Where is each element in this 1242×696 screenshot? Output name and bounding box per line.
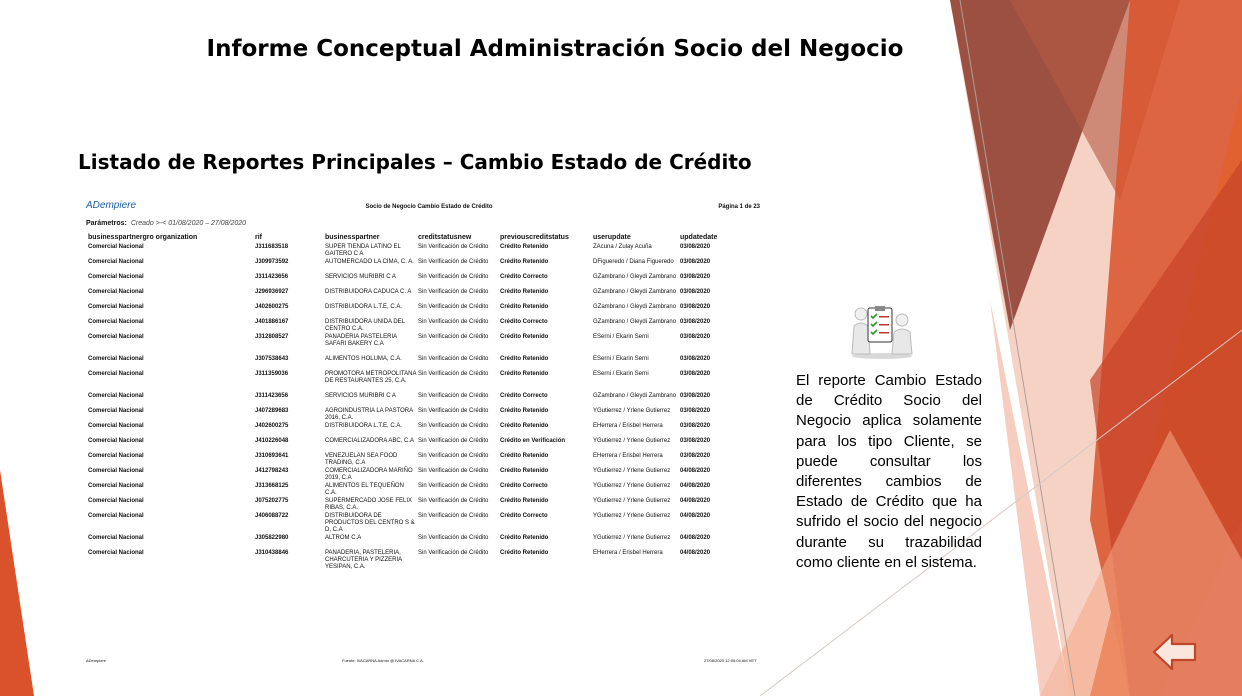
cell-date: 03/08/2020 — [680, 334, 711, 340]
cell-user: YGutierrez / Yrlene Gutierrez — [593, 438, 671, 444]
cell-user: GZambrano / Gleydi Zambrano — [593, 319, 677, 325]
cell-new: Sin Verificación de Crédito — [418, 535, 489, 541]
cell-new: Sin Verificación de Crédito — [418, 334, 489, 340]
table-row — [88, 393, 768, 408]
cell-org: Comercial Nacional — [88, 371, 144, 377]
cell-user: ESerni / Ekarin Serni — [593, 334, 649, 340]
cell-rif: J412798243 — [255, 468, 289, 474]
cell-new: Sin Verificación de Crédito — [418, 483, 489, 489]
cell-user: ZAcuna / Zulay Acuña — [593, 244, 652, 250]
cell-date: 04/08/2020 — [680, 483, 711, 489]
cell-date: 03/08/2020 — [680, 408, 711, 414]
cell-rif: J311359036 — [255, 371, 289, 377]
cell-date: 03/08/2020 — [680, 438, 711, 444]
cell-prev: Crédito Correcto — [500, 393, 548, 399]
cell-bp: DISTRIBUIDORA L.T.E, C.A. — [325, 304, 403, 310]
cell-user: GZambrano / Gleydi Zambrano — [593, 393, 677, 399]
col-header-user: userupdate — [593, 234, 631, 241]
table-row — [88, 259, 768, 274]
cell-new: Sin Verificación de Crédito — [418, 259, 489, 265]
report-screenshot — [84, 196, 774, 670]
cell-new: Sin Verificación de Crédito — [418, 423, 489, 429]
cell-org: Comercial Nacional — [88, 334, 144, 340]
cell-bp: DISTRIBUIDORA UNIDA DEL CENTRO C.A. — [325, 319, 405, 332]
cell-user: ESerni / Ekarin Serni — [593, 356, 649, 362]
cell-prev: Crédito Retenido — [500, 498, 549, 504]
cell-new: Sin Verificación de Crédito — [418, 289, 489, 295]
cell-org: Comercial Nacional — [88, 244, 144, 250]
cell-date: 04/08/2020 — [680, 513, 711, 519]
cell-prev: Crédito Retenido — [500, 356, 549, 362]
cell-user: YGutierrez / Yrlene Gutierrez — [593, 535, 671, 541]
col-header-prev: previouscreditstatus — [500, 234, 569, 241]
cell-date: 03/08/2020 — [680, 393, 711, 399]
col-header-org: businesspartnergro organization — [88, 234, 198, 241]
cell-user: GZambrano / Gleydi Zambrano — [593, 274, 677, 280]
cell-date: 03/08/2020 — [680, 244, 711, 250]
cell-rif: J310438846 — [255, 550, 289, 556]
cell-bp: SERVICIOS MURIBRI C A — [325, 274, 396, 280]
cell-prev: Crédito Retenido — [500, 304, 549, 310]
cell-prev: Crédito Retenido — [500, 550, 549, 556]
table-row — [88, 453, 768, 468]
table-row — [88, 483, 768, 498]
cell-user: EHerrera / Erisbel Herrera — [593, 423, 663, 429]
cell-user: YGutierrez / Yrlene Gutierrez — [593, 498, 671, 504]
table-row — [88, 371, 768, 393]
cell-org: Comercial Nacional — [88, 423, 144, 429]
cell-new: Sin Verificación de Crédito — [418, 371, 489, 377]
cell-bp: DISTRIBUIDORA L.T.E, C.A. — [325, 423, 403, 429]
cell-rif: J311423656 — [255, 274, 289, 280]
cell-prev: Crédito Correcto — [500, 483, 548, 489]
cell-bp: ALTROM C.A — [325, 535, 362, 541]
table-row — [88, 244, 768, 259]
cell-rif: J305822980 — [255, 535, 289, 541]
cell-date: 04/08/2020 — [680, 550, 711, 556]
cell-new: Sin Verificación de Crédito — [418, 356, 489, 362]
col-header-new: creditstatusnew — [418, 234, 472, 241]
cell-prev: Crédito Retenido — [500, 244, 549, 250]
cell-rif: J401886167 — [255, 319, 289, 325]
cell-org: Comercial Nacional — [88, 289, 144, 295]
table-row — [88, 438, 768, 453]
cell-user: DFigueredo / Diana Figueredo — [593, 259, 674, 265]
cell-user: GZambrano / Gleydi Zambrano — [593, 304, 677, 310]
cell-new: Sin Verificación de Crédito — [418, 468, 489, 474]
cell-new: Sin Verificación de Crédito — [418, 319, 489, 325]
table-row — [88, 334, 768, 356]
cell-org: Comercial Nacional — [88, 550, 144, 556]
cell-prev: Crédito Correcto — [500, 274, 548, 280]
cell-org: Comercial Nacional — [88, 498, 144, 504]
cell-new: Sin Verificación de Crédito — [418, 438, 489, 444]
cell-prev: Crédito Retenido — [500, 535, 549, 541]
cell-org: Comercial Nacional — [88, 408, 144, 414]
report-heading: Socio de Negocio Cambio Estado de Crédito — [365, 204, 493, 210]
params-label: Parámetros: — [86, 220, 127, 227]
cell-bp: ALIMENTOS HOLUMA, C.A. — [325, 356, 402, 362]
col-header-bp: businesspartner — [325, 234, 380, 241]
cell-date: 04/08/2020 — [680, 498, 711, 504]
cell-user: YGutierrez / Yrlene Gutierrez — [593, 408, 671, 414]
cell-new: Sin Verificación de Crédito — [418, 244, 489, 250]
table-row — [88, 319, 768, 334]
cell-new: Sin Verificación de Crédito — [418, 550, 489, 556]
cell-date: 04/08/2020 — [680, 468, 711, 474]
cell-date: 03/08/2020 — [680, 259, 711, 265]
cell-date: 03/08/2020 — [680, 304, 711, 310]
cell-rif: J402600275 — [255, 423, 289, 429]
report-page-label: Página 1 de 23 — [718, 204, 760, 210]
back-arrow-icon — [1150, 632, 1200, 672]
cell-org: Comercial Nacional — [88, 483, 144, 489]
cell-new: Sin Verificación de Crédito — [418, 408, 489, 414]
cell-prev: Crédito Retenido — [500, 468, 549, 474]
cell-prev: Crédito en Verificación — [500, 438, 566, 444]
cell-prev: Crédito Retenido — [500, 289, 549, 295]
cell-new: Sin Verificación de Crédito — [418, 513, 489, 519]
cell-org: Comercial Nacional — [88, 438, 144, 444]
table-row — [88, 498, 768, 513]
cell-date: 03/08/2020 — [680, 453, 711, 459]
slide-subtitle: Listado de Reportes Principales – Cambio Estado de Crédito — [78, 150, 752, 174]
cell-user: YGutierrez / Yrlene Gutierrez — [593, 483, 671, 489]
cell-user: GZambrano / Gleydi Zambrano — [593, 289, 677, 295]
cell-bp: SERVICIOS MURIBRI C A — [325, 393, 396, 399]
cell-bp: VENEZUELAN SEA FOOD TRADING, C.A — [325, 453, 398, 466]
table-row — [88, 274, 768, 289]
cell-rif: J309973592 — [255, 259, 289, 265]
back-arrow-button[interactable] — [1150, 632, 1200, 672]
cell-new: Sin Verificación de Crédito — [418, 393, 489, 399]
cell-bp: SUPER TIENDA LATINO EL GAITERO C A — [325, 244, 401, 257]
table-row — [88, 513, 768, 535]
cell-rif: J407289683 — [255, 408, 289, 414]
checklist-people-graphic — [846, 300, 918, 360]
params-value: Creado >-< 01/08/2020 – 27/08/2020 — [130, 220, 247, 227]
table-row — [88, 408, 768, 423]
cell-bp: PANADERIA PASTELERIA SAFARI BAKERY C.A — [325, 334, 397, 347]
cell-org: Comercial Nacional — [88, 453, 144, 459]
cell-rif: J311423656 — [255, 393, 289, 399]
cell-new: Sin Verificación de Crédito — [418, 498, 489, 504]
cell-bp: COMERCIALIZADORA ABC, C.A — [325, 438, 415, 444]
cell-date: 03/08/2020 — [680, 356, 711, 362]
cell-bp: ALIMENTOS EL TEQUEÑON C.A. — [325, 483, 404, 496]
cell-date: 03/08/2020 — [680, 289, 711, 295]
table-row — [88, 356, 768, 371]
cell-date: 04/08/2020 — [680, 535, 711, 541]
cell-new: Sin Verificación de Crédito — [418, 453, 489, 459]
cell-rif: J402600275 — [255, 304, 289, 310]
deco-shape-9 — [0, 470, 34, 696]
table-row — [88, 423, 768, 438]
cell-rif: J312808527 — [255, 334, 289, 340]
footer-right: 27/08/2020 12:05:04 AM VET — [704, 658, 757, 663]
cell-bp: AUTOMERCADO LA CIMA, C. A. — [325, 259, 414, 265]
cell-rif: J313668125 — [255, 483, 289, 489]
footer-center: Fuente: IVACARNA Admin @ IVACARNA C.A. — [342, 658, 424, 663]
cell-prev: Crédito Retenido — [500, 423, 549, 429]
cell-org: Comercial Nacional — [88, 356, 144, 362]
cell-prev: Crédito Correcto — [500, 319, 548, 325]
cell-org: Comercial Nacional — [88, 513, 144, 519]
cell-date: 03/08/2020 — [680, 274, 711, 280]
report-column-headers — [88, 234, 768, 244]
cell-bp: PROMOTORA METROPOLITANA DE RESTAURANTES 25, C.A. — [325, 371, 417, 384]
cell-org: Comercial Nacional — [88, 304, 144, 310]
col-header-rif: rif — [255, 234, 262, 241]
cell-bp: DISTRIBUIDORA DE PRODUCTOS DEL CENTRO S & D, C.A — [325, 513, 415, 533]
cell-bp: COMERCIALIZADORA MARIÑO 2019, C.A — [325, 468, 413, 481]
cell-rif: J296936927 — [255, 289, 289, 295]
cell-org: Comercial Nacional — [88, 468, 144, 474]
cell-rif: J075202775 — [255, 498, 289, 504]
cell-prev: Crédito Retenido — [500, 371, 549, 377]
cell-prev: Crédito Correcto — [500, 513, 548, 519]
cell-rif: J307538643 — [255, 356, 289, 362]
cell-user: ESerni / Ekarin Serni — [593, 371, 649, 377]
cell-user: YGutierrez / Yrlene Gutierrez — [593, 513, 671, 519]
cell-user: EHerrera / Erisbel Herrera — [593, 453, 663, 459]
table-row — [88, 468, 768, 483]
cell-bp: PANADERIA, PASTELERIA, CHARCUTERIA Y PIZZERIA YESIPAN, C.A. — [325, 550, 402, 570]
table-row — [88, 289, 768, 304]
cell-rif: J406088722 — [255, 513, 289, 519]
cell-new: Sin Verificación de Crédito — [418, 304, 489, 310]
report-parameters — [86, 220, 246, 227]
cell-prev: Crédito Retenido — [500, 334, 549, 340]
cell-rif: J410226048 — [255, 438, 289, 444]
report-logo: ADempiere — [86, 200, 137, 211]
cell-org: Comercial Nacional — [88, 319, 144, 325]
table-row — [88, 550, 768, 572]
slide-description: El reporte Cambio Estado de Crédito Socio del Negocio aplica solamente para los tipo Cliente, se puede consultar los diferentes cambios de Estado de Crédito que ha sufrido el socio del negocio durante su trazabilidad como cliente en el sistema. — [796, 372, 982, 571]
cell-org: Comercial Nacional — [88, 274, 144, 280]
cell-prev: Crédito Retenido — [500, 259, 549, 265]
cell-user: YGutierrez / Yrlene Gutierrez — [593, 468, 671, 474]
table-row — [88, 535, 768, 550]
cell-org: Comercial Nacional — [88, 393, 144, 399]
cell-bp: AGROINDUSTRIA LA PASTORA 2016, C.A. — [325, 408, 413, 421]
cell-rif: J310693641 — [255, 453, 289, 459]
checklist-people-icon — [846, 300, 918, 360]
cell-new: Sin Verificación de Crédito — [418, 274, 489, 280]
footer-left: ADempiere — [86, 658, 107, 663]
cell-user: EHerrera / Erisbel Herrera — [593, 550, 663, 556]
table-row — [88, 304, 768, 319]
cell-date: 03/08/2020 — [680, 319, 711, 325]
cell-prev: Crédito Retenido — [500, 408, 549, 414]
cell-org: Comercial Nacional — [88, 535, 144, 541]
report-rows — [88, 244, 768, 572]
slide-title: Informe Conceptual Administración Socio del Negocio — [206, 36, 904, 62]
col-header-date: updatedate — [680, 234, 718, 241]
cell-date: 03/08/2020 — [680, 423, 711, 429]
cell-date: 03/08/2020 — [680, 371, 711, 377]
cell-rif: J311683518 — [255, 244, 289, 250]
cell-org: Comercial Nacional — [88, 259, 144, 265]
cell-bp: SUPERMERCADO JOSE FELIX RIBAS, C.A. — [325, 498, 413, 511]
cell-prev: Crédito Retenido — [500, 453, 549, 459]
cell-bp: DISTRIBUIDORA CADUCA C. A — [325, 289, 412, 295]
